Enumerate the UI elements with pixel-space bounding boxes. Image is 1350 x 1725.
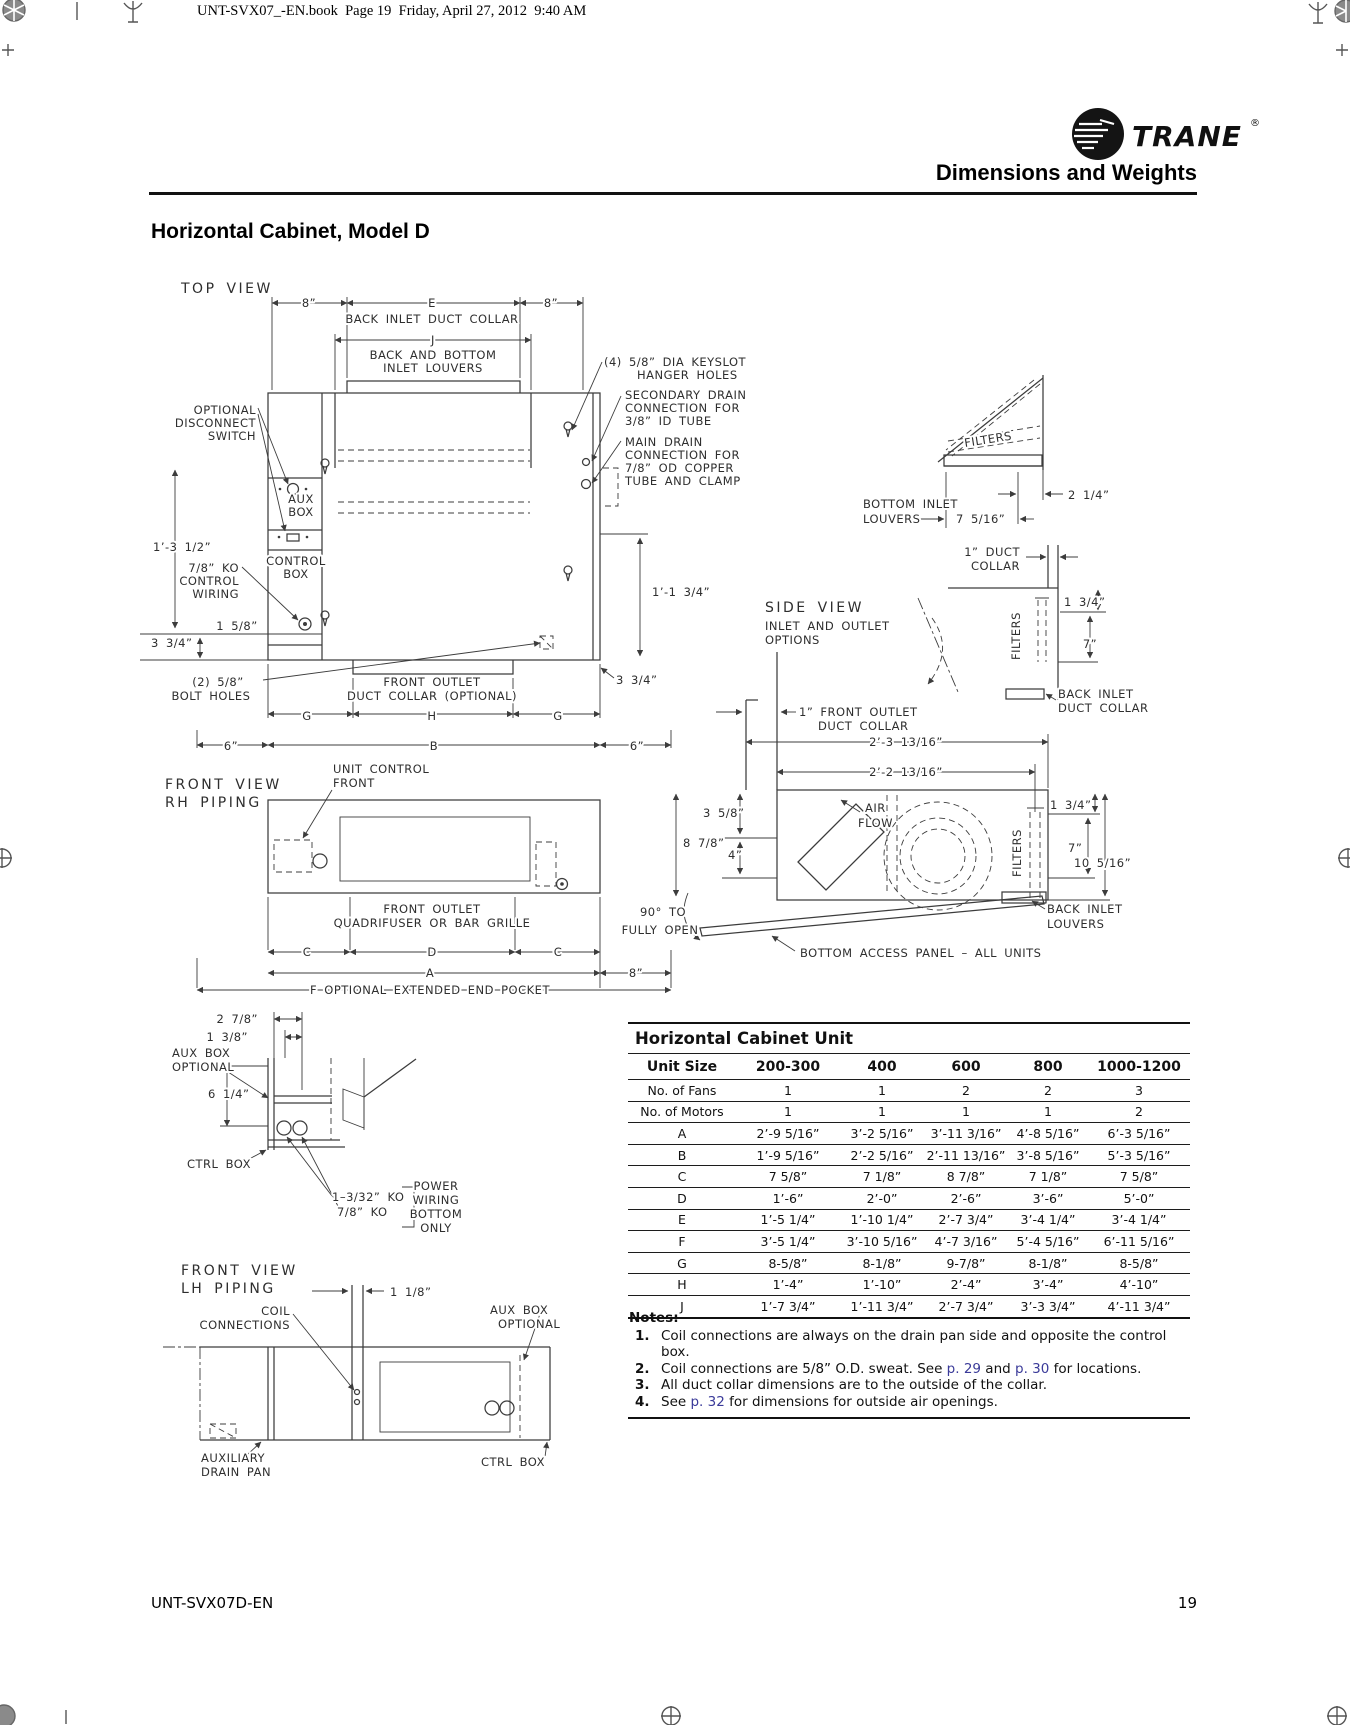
table-cell: 3’-5 1/4”	[760, 1233, 816, 1249]
diagram-label: POWER	[413, 1179, 459, 1193]
diagram-label: C	[553, 945, 563, 959]
diagram-label: (4) 5/8” DIA KEYSLOT	[604, 355, 747, 369]
table-cell: 2’-2 5/16”	[850, 1147, 914, 1163]
diagram-label: INLET LOUVERS	[383, 361, 483, 375]
table-cell: 2’-4”	[950, 1277, 982, 1293]
diagram-label: 1’-3 1/2”	[153, 540, 212, 554]
diagram-label: AUX	[288, 492, 314, 506]
note-text	[661, 1377, 1190, 1394]
note-item	[628, 1361, 1190, 1378]
table-cell: 7 5/8”	[768, 1169, 808, 1185]
diagram-label: 1” DUCT	[964, 545, 1020, 559]
diagram-label: FRONT	[333, 776, 375, 790]
diagram-label: 2’-2 13/16”	[869, 765, 943, 779]
table-row-label: B	[677, 1147, 687, 1163]
note-text-run: for dimensions for outside air openings.	[724, 1393, 998, 1410]
section-title: Dimensions and Weights	[935, 160, 1197, 185]
table-row-label: D	[677, 1190, 687, 1206]
diagram-label: FILTERS	[1010, 829, 1024, 877]
table-cell: 2	[1044, 1082, 1052, 1098]
note-item	[628, 1328, 1190, 1361]
diagram-label: FLOW	[858, 816, 894, 830]
table-cell: 4’-10”	[1119, 1277, 1159, 1293]
pinwheel-registration-mark	[1335, 0, 1350, 22]
note-number: 1.	[635, 1327, 650, 1344]
table-row	[628, 1231, 1190, 1253]
diagram-label: 6 1/4”	[208, 1087, 250, 1101]
table-cell: 8-5/8”	[768, 1255, 808, 1271]
note-item	[628, 1394, 1190, 1411]
diagram-label: BOLT HOLES	[171, 689, 251, 703]
table-header-unit-size: Unit Size	[646, 1058, 718, 1075]
table-cell: 1	[878, 1104, 886, 1120]
table-cell: 4’-8 5/16”	[1016, 1125, 1080, 1141]
keyslot-hanger-holes	[321, 422, 572, 626]
crosshair-registration-mark	[1327, 1706, 1347, 1725]
notes-heading: Notes:	[629, 1310, 679, 1326]
brand-reg-symbol: ®	[1250, 118, 1260, 129]
diagram-label: DUCT COLLAR (OPTIONAL)	[347, 689, 517, 703]
table-cell: 1’-7 3/4”	[760, 1298, 816, 1314]
table-cell: 4’-7 3/16”	[934, 1233, 998, 1249]
table-cell: 1	[962, 1104, 970, 1120]
diagram-label: 3/8” ID TUBE	[625, 414, 712, 428]
table-header-cell: 1000-1200	[1097, 1058, 1181, 1075]
diagram-label: HANGER HOLES	[637, 368, 738, 382]
diagram-label: CTRL BOX	[187, 1157, 251, 1171]
brand-wordmark: TRANE	[1132, 120, 1242, 153]
table-cell: 2	[962, 1082, 970, 1098]
page-link[interactable]: p. 32	[690, 1393, 725, 1410]
table-cell: 4’-11 3/4”	[1107, 1298, 1171, 1314]
diagram-label: 6”	[629, 739, 645, 753]
table-header-cell: 600	[951, 1058, 981, 1075]
table-cell: 5’-3 5/16”	[1107, 1147, 1171, 1163]
table-cell: 7 1/8”	[1028, 1169, 1068, 1185]
diagram-label: 2 7/8”	[216, 1012, 258, 1026]
diagram-label: OPTIONAL	[193, 403, 256, 417]
table-row	[628, 1144, 1190, 1166]
note-text	[661, 1361, 1190, 1378]
diagram-label: 7/8” OD COPPER	[625, 461, 734, 475]
diagram-label: 1 5/8”	[216, 619, 258, 633]
diagram-label: 1 3/8”	[206, 1030, 248, 1044]
diagram-label: 1 3/4”	[1050, 798, 1092, 812]
table-cell: 2’-7 3/4”	[938, 1212, 994, 1228]
diagram-label: 2’-3 13/16”	[869, 735, 943, 749]
table-cell: 3’-4”	[1032, 1277, 1064, 1293]
diagram-label: 3 3/4”	[616, 673, 658, 687]
table-row	[628, 1080, 1190, 1102]
diagram-label: G	[302, 709, 312, 723]
table-cell: 2’-7 3/4”	[938, 1298, 994, 1314]
diagram-label: BOX	[283, 567, 309, 581]
diagram-label: BOTTOM INLET	[863, 497, 958, 511]
diagram-label: TUBE AND CLAMP	[625, 474, 741, 488]
diagram-label: CONTROL	[266, 554, 326, 568]
table-row-label: No. of Fans	[647, 1082, 717, 1098]
note-text-run: See	[661, 1393, 691, 1410]
diagram-label: ONLY	[420, 1221, 452, 1235]
footer-doc-number: UNT-SVX07D-EN	[151, 1594, 274, 1612]
table-row	[628, 1166, 1190, 1188]
table-header-cell: 400	[867, 1058, 897, 1075]
diagram-label: BACK AND BOTTOM	[369, 348, 497, 362]
diagram-label: 4”	[728, 848, 743, 862]
diagram-label: A	[425, 966, 435, 980]
note-text-run: and	[981, 1360, 1015, 1377]
diagram-label: F OPTIONAL EXTENDED END POCKET	[310, 983, 550, 997]
diagram-label: 7”	[1082, 637, 1098, 651]
diagram-label: FILTERS	[1009, 612, 1023, 660]
table-title: Horizontal Cabinet Unit	[635, 1029, 854, 1048]
document-header-line: UNT-SVX07_-EN.book Page 19 Friday, April 27, 2012 9:40 AM	[197, 3, 587, 19]
diagram-label: 10 5/16”	[1074, 856, 1132, 870]
diagram-label: 1 1/8”	[390, 1285, 432, 1299]
diagram-label: LH PIPING	[181, 1281, 276, 1297]
table-row	[628, 1274, 1190, 1296]
side-view-drawing	[900, 375, 1106, 700]
diagram-label: SECONDARY DRAIN	[625, 388, 747, 402]
diagram-label: 7 5/16”	[956, 512, 1006, 526]
diagram-label: BACK INLET	[1047, 902, 1123, 916]
diagram-label: COLLAR	[970, 559, 1020, 573]
diagram-label: G	[553, 709, 563, 723]
table-cell: 2’-9 5/16”	[756, 1125, 820, 1141]
note-text-run: Coil connections are 5/8” O.D. sweat. See	[661, 1360, 947, 1377]
table-cell: 1’-9 5/16”	[756, 1147, 820, 1163]
table-row-label: No. of Motors	[640, 1104, 724, 1120]
table-row-label: F	[678, 1233, 686, 1249]
diagram-label: BACK INLET DUCT COLLAR	[345, 312, 519, 326]
table-cell: 3’-4 1/4”	[1111, 1212, 1167, 1228]
table-cell: 3’-2 5/16”	[850, 1125, 914, 1141]
diagram-label: SIDE VIEW	[765, 600, 864, 616]
diagram-label: CONNECTIONS	[199, 1318, 290, 1332]
table-row-label: C	[677, 1169, 687, 1185]
diagram-label: E	[428, 296, 436, 310]
diagram-label: H	[427, 709, 437, 723]
table-cell: 3’-6”	[1032, 1190, 1064, 1206]
table-cell: 6’-11 5/16”	[1103, 1233, 1175, 1249]
diagram-label: WIRING	[412, 1193, 460, 1207]
diagram-label: OPTIONAL	[498, 1317, 561, 1331]
diagram-label: 8”	[628, 966, 644, 980]
diagram-label: INLET AND OUTLET	[765, 619, 890, 633]
table-cell: 1	[784, 1082, 792, 1098]
note-number: 2.	[635, 1360, 650, 1377]
table-cell: 2’-0”	[866, 1190, 898, 1206]
diagram-label: DUCT COLLAR	[818, 719, 909, 733]
diagram-label: AUXILIARY	[201, 1451, 265, 1465]
diagram-label: AUX BOX	[172, 1046, 231, 1060]
diagram-label: FRONT OUTLET	[383, 902, 481, 916]
diagram-label: QUADRIFUSER OR BAR GRILLE	[333, 916, 531, 930]
table-cell: 2’-11 13/16”	[926, 1147, 1006, 1163]
diagram-label: FULLY OPEN	[621, 923, 699, 937]
table-row	[628, 1123, 1190, 1145]
trident-registration-mark	[1309, 2, 1327, 23]
note-text-run: for locations.	[1049, 1360, 1142, 1377]
pinwheel-registration-mark	[3, 0, 25, 21]
diagram-label: FRONT VIEW	[165, 777, 282, 793]
table-cell: 5’-4 5/16”	[1016, 1233, 1080, 1249]
diagram-label: 7”	[1068, 841, 1083, 855]
diagram-label: OPTIONAL	[172, 1060, 235, 1074]
table-cell: 3’-11 3/16”	[930, 1125, 1002, 1141]
table-cell: 8 7/8”	[946, 1169, 986, 1185]
dimensions-table-grid	[628, 1022, 1190, 1319]
header-rule	[149, 192, 1197, 195]
diagram-label: 1’-1 3/4”	[652, 585, 711, 599]
table-row-label: A	[677, 1125, 687, 1141]
table-row-label: J	[680, 1298, 684, 1314]
diagram-label: FRONT VIEW	[181, 1263, 298, 1279]
diagram-label: TOP VIEW	[181, 281, 273, 297]
table-cell: 2’-6”	[950, 1190, 982, 1206]
diagram-label: FILTERS	[963, 428, 1013, 450]
table-row-label: E	[678, 1212, 686, 1228]
diagram-label: 1 3/4”	[1064, 595, 1106, 609]
trane-logo	[1072, 108, 1260, 160]
table-cell: 8-5/8”	[1119, 1255, 1159, 1271]
table-cell: 1’-10”	[862, 1277, 902, 1293]
diagram-label: SWITCH	[207, 429, 256, 443]
trident-registration-mark	[124, 1, 142, 22]
diagram-label: LOUVERS	[863, 512, 921, 526]
note-text-run: Coil connections are always on the drain pan side and opposite the control box.	[661, 1327, 1167, 1360]
table-cell: 3’-10 5/16”	[846, 1233, 918, 1249]
notes-section	[628, 1307, 1190, 1419]
diagram-label: CONNECTION FOR	[625, 401, 740, 415]
diagram-label: CONTROL	[179, 574, 239, 588]
diagram-label: AUX BOX	[490, 1303, 549, 1317]
table-row-label: H	[677, 1277, 687, 1293]
diagram-label: J	[431, 333, 435, 347]
diagram-label: 8 7/8”	[683, 836, 725, 850]
table-cell: 3	[1135, 1082, 1143, 1098]
table-cell: 3’-4 1/4”	[1020, 1212, 1076, 1228]
diagram-label: BOTTOM ACCESS PANEL – ALL UNITS	[800, 946, 1042, 960]
table-row	[628, 1101, 1190, 1123]
diagram-label: 3 5/8”	[703, 806, 745, 820]
diagram-label: OPTIONS	[765, 633, 820, 647]
table-cell: 7 5/8”	[1119, 1169, 1159, 1185]
diagram-label: 2 1/4”	[1068, 488, 1110, 502]
diagram-label: WIRING	[192, 587, 239, 601]
diagram-label: MAIN DRAIN	[625, 435, 703, 449]
table-row	[628, 1209, 1190, 1231]
diagram-label: DISCONNECT	[174, 416, 256, 430]
diagram-label: 7/8” KO	[337, 1205, 388, 1219]
table-cell: 1’-10 1/4”	[850, 1212, 914, 1228]
trane-circle-icon	[1072, 108, 1124, 160]
table-cell: 5’-0”	[1123, 1190, 1155, 1206]
table-cell: 2	[1135, 1104, 1143, 1120]
crosshair-registration-mark	[661, 1706, 681, 1725]
diagram-label: AIR	[865, 801, 886, 815]
dimensions-table	[628, 1022, 1190, 1319]
table-header-cell: 200-300	[755, 1058, 821, 1075]
table-cell: 1’-4”	[772, 1277, 804, 1293]
footer-page-number: 19	[1177, 1594, 1197, 1612]
table-cell: 3’-3 3/4”	[1020, 1298, 1076, 1314]
table-cell: 1	[784, 1104, 792, 1120]
diagram-label: 1–3/32” KO	[332, 1190, 405, 1204]
note-text	[661, 1394, 1190, 1411]
table-header-cell: 800	[1033, 1058, 1063, 1075]
table-cell: 3’-8 5/16”	[1016, 1147, 1080, 1163]
diagram-label: 7/8” KO	[188, 561, 239, 575]
diagram-label: BOTTOM	[409, 1207, 463, 1221]
note-text-run: All duct collar dimensions are to the outside of the collar.	[661, 1377, 1047, 1393]
diagram-label: 1” FRONT OUTLET	[799, 705, 918, 719]
table-row	[628, 1252, 1190, 1274]
diagram-label: DRAIN PAN	[201, 1465, 272, 1479]
note-number: 3.	[635, 1377, 650, 1393]
table-cell: 1’-11 3/4”	[850, 1298, 914, 1314]
table-cell: 6’-3 5/16”	[1107, 1125, 1171, 1141]
front-view-rh-drawing	[197, 652, 1110, 990]
diagram-label: CTRL BOX	[481, 1455, 545, 1469]
diagram-label: RH PIPING	[165, 795, 262, 811]
diagram-label: 90° TO	[639, 905, 687, 919]
diagram-label: BOX	[288, 505, 314, 519]
diagram-label: COIL	[261, 1304, 290, 1318]
table-cell: 1’-5 1/4”	[760, 1212, 816, 1228]
table-cell: 1’-6”	[772, 1190, 804, 1206]
table-cell: 1	[878, 1082, 886, 1098]
table-cell: 8-1/8”	[862, 1255, 902, 1271]
crosshair-registration-mark	[0, 848, 12, 868]
diagram-label: 8”	[301, 296, 317, 310]
note-item	[628, 1377, 1190, 1394]
diagram-label: C	[302, 945, 312, 959]
page-link[interactable]: p. 30	[1015, 1360, 1050, 1377]
table-cell: 7 1/8”	[862, 1169, 902, 1185]
table-cell: 9-7/8”	[946, 1255, 986, 1271]
diagram-label: FRONT OUTLET	[383, 675, 481, 689]
diagram-label: 6”	[223, 739, 239, 753]
diagram-label: CONNECTION FOR	[625, 448, 740, 462]
table-cell: 8-1/8”	[1028, 1255, 1068, 1271]
table-cell: 1	[1044, 1104, 1052, 1120]
page-link[interactable]: p. 29	[946, 1360, 982, 1377]
diagram-label: LOUVERS	[1047, 917, 1105, 931]
page-title: Horizontal Cabinet, Model D	[151, 220, 430, 243]
table-row-label: G	[677, 1255, 687, 1271]
note-text	[661, 1328, 1190, 1361]
diagram-label: 8”	[543, 296, 559, 310]
diagram-label: UNIT CONTROL	[333, 762, 430, 776]
crosshair-registration-mark	[1338, 848, 1350, 868]
diagram-label: DUCT COLLAR	[1058, 701, 1149, 715]
table-row	[628, 1187, 1190, 1209]
pinwheel-registration-mark	[0, 1705, 15, 1725]
diagram-label: (2) 5/8”	[192, 675, 244, 689]
diagram-label: BACK INLET	[1058, 687, 1134, 701]
note-number: 4.	[635, 1393, 650, 1410]
diagram-label: 3 3/4”	[151, 636, 193, 650]
diagram-label: B	[429, 739, 439, 753]
diagram-label: D	[427, 945, 437, 959]
